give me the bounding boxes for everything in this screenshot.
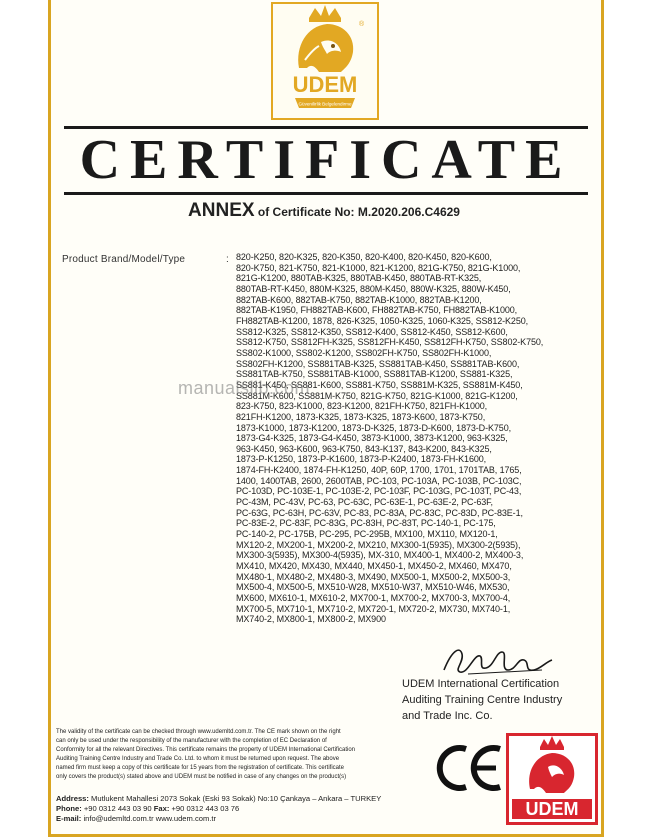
fax-label: Fax: — [153, 804, 170, 814]
product-line: SS812-K750, SS812FH-K325, SS812FH-K450, SS812FH-K750, SS802-K750, — [236, 337, 544, 348]
issuer-line: UDEM International Certification — [402, 678, 560, 690]
product-line: 880TAB-RT-K450, 880M-K325, 880M-K450, 880W-K325, 880W-K450, — [236, 283, 511, 294]
logo-tagline: Güvenilirlik Belgelendirme — [298, 101, 352, 107]
email-label: E-mail: — [56, 814, 82, 824]
ce-mark-icon — [434, 743, 506, 793]
product-line: MX120-2, MX200-1, MX200-2, MX210, MX300-1(5935), MX300-2(5935), — [236, 539, 521, 550]
footnote-line: can only be used under the responsibility of the manufacturer with the completion of EC Declaration of — [56, 738, 327, 745]
watermark: manualslib.com — [178, 378, 311, 398]
email-line — [56, 814, 381, 824]
issuer-block — [402, 676, 592, 724]
product-line: MX480-1, MX480-2, MX480-3, MX490, MX500-1, MX500-2, MX500-3, — [236, 571, 511, 582]
annex-heading — [0, 200, 648, 222]
phone-value: +90 0312 443 03 90 — [81, 804, 154, 814]
product-line: MX410, MX420, MX430, MX440, MX450-1, MX450-2, MX460, MX470, — [236, 561, 512, 572]
product-model-list — [236, 252, 576, 625]
contact-block — [56, 794, 381, 825]
email-value: info@udemltd.com.tr www.udem.com.tr — [81, 814, 217, 824]
address-label: Address: — [56, 794, 89, 803]
product-label: Product Brand/Model/Type — [62, 254, 186, 265]
address-value: Mutlukent Mahallesi 2073 Sokak (Eski 93 Sokak) No:10 Çankaya – Ankara – TURKEY — [88, 794, 382, 803]
certificate-title: CERTIFICATE — [79, 129, 573, 191]
product-line: PC-43M, PC-43V, PC-63, PC-63C, PC-63E-1, PC-63E-2, PC-63F, — [236, 497, 493, 508]
address-line — [56, 794, 381, 804]
product-colon: : — [226, 254, 229, 265]
footnote-line: The validity of the certificate can be checked through www.udemltd.com.tr. The CE mark shown on the right — [56, 729, 341, 735]
product-line: 882TAB-K1950, FH882TAB-K600, FH882TAB-K750, FH882TAB-K1000, — [236, 305, 518, 316]
svg-text:®: ® — [359, 21, 365, 28]
fax-value: +90 0312 443 03 76 — [169, 804, 240, 814]
signature — [438, 640, 558, 680]
validity-footnote — [56, 728, 434, 783]
logo-text: UDEM — [292, 72, 358, 97]
product-line: 963-K450, 963-K600, 963-K750, 843-K137, 843-K200, 843-K325, — [236, 443, 492, 454]
product-line: FH882TAB-K1200, 1878, 826-K325, 1050-K325, 1060-K325, SS812-K250, — [236, 315, 529, 326]
product-line: 821G-K1200, 880TAB-K325, 880TAB-K450, 880TAB-RT-K325, — [236, 273, 482, 284]
product-line: SS881TAB-K750, SS881TAB-K1000, SS881TAB-K1200, SS881-K325, — [236, 369, 513, 380]
product-line: SS881M-K600, SS881M-K750, 821G-K750, 821G-K1000, 821G-K1200, — [236, 390, 518, 401]
product-line: 882TAB-K600, 882TAB-K750, 882TAB-K1000, 882TAB-K1200, — [236, 294, 482, 305]
annex-word: ANNEX — [188, 200, 255, 221]
phone-label: Phone: — [56, 804, 82, 814]
product-line: SS812-K325, SS812-K350, SS812-K400, SS812-K450, SS812-K600, — [236, 326, 508, 337]
product-line: SS802FH-K1200, SS881TAB-K325, SS881TAB-K450, SS881TAB-K600, — [236, 358, 520, 369]
product-line: 1400, 1400TAB, 2600, 2600TAB, PC-103, PC-103A, PC-103B, PC-103C, — [236, 475, 522, 486]
footnote-line: Auditing Training Centre Industry and Trade Co. Ltd. to whom it must be returned upon request. The above — [56, 756, 340, 763]
product-line: MX700-5, MX710-1, MX710-2, MX720-1, MX720-2, MX730, MX740-1, — [236, 603, 511, 614]
product-line: 1874-FH-K2400, 1874-FH-K1250, 40P, 60P, 1700, 1701, 1701TAB, 1765, — [236, 465, 522, 476]
footnote-line: Conformity for all the relevant Directives. This certificate remains the property of UDEM International Certification — [56, 747, 356, 754]
product-line: 1873-G4-K325, 1873-G4-K450, 3873-K1000, 3873-K1200, 963-K325, — [236, 433, 508, 444]
footnote-line: named firm must keep a copy of this certificate for 15 years from the registration of certificate. This certificate — [56, 765, 345, 772]
udem-logo-top — [271, 2, 379, 120]
product-line: 821FH-K1200, 1873-K325, 1873-K325, 1873-K600, 1873-K750, — [236, 411, 486, 422]
product-line: PC-103D, PC-103E-1, PC-103E-2, PC-103F, PC-103G, PC-103T, PC-43, — [236, 486, 522, 497]
product-line: 1873-P-K1250, 1873-P-K1600, 1873-P-K2400, 1873-FH-K1600, — [236, 454, 487, 465]
product-line: 1873-K1000, 1873-K1200, 1873-D-K325, 1873-D-K600, 1873-D-K750, — [236, 422, 511, 433]
logo-text-bottom: UDEM — [525, 799, 579, 819]
product-line: MX600, MX610-1, MX610-2, MX700-1, MX700-2, MX700-3, MX700-4, — [236, 593, 511, 603]
product-line: 823-K750, 823-K1000, 823-K1200, 821FH-K750, 821FH-K1000, — [236, 401, 488, 412]
footnote-line: only covers the product(s) stated above and UDEM must be notified in case of any changes on the product(s) — [56, 774, 347, 781]
product-line: MX300-3(5935), MX300-4(5935), MX-310, MX400-1, MX400-2, MX400-3, — [236, 550, 524, 561]
phone-fax-line — [56, 804, 381, 814]
issuer-line: Auditing Training Centre Industry — [402, 694, 563, 706]
certificate-number: of Certificate No: M.2020.206.C4629 — [254, 205, 460, 219]
product-line: PC-140-2, PC-175B, PC-295, PC-295B, MX100, MX110, MX120-1, — [236, 529, 498, 540]
udem-logo-bottom — [506, 733, 598, 825]
product-line: SS881-K450, SS881-K600, SS881-K750, SS881M-K325, SS881M-K450, — [236, 379, 523, 390]
product-line: SS802-K1000, SS802-K1200, SS802FH-K750, SS802FH-K1000, — [236, 347, 492, 358]
product-line: MX740-2, MX800-1, MX800-2, MX900 — [236, 614, 386, 625]
product-line: MX500-4, MX500-5, MX510-W28, MX510-W37, MX510-W46, MX530, — [236, 582, 510, 593]
product-line: PC-63G, PC-63H, PC-63V, PC-83, PC-83A, PC-83C, PC-83D, PC-83E-1, — [236, 507, 523, 518]
product-line: 820-K250, 820-K325, 820-K350, 820-K400, 820-K450, 820-K600, — [236, 252, 492, 262]
product-line: 820-K750, 821-K750, 821-K1000, 821-K1200, 821G-K750, 821G-K1000, — [236, 262, 521, 273]
issuer-line: and Trade Inc. Co. — [402, 710, 493, 722]
title-bottom-rule — [64, 192, 588, 195]
product-line: PC-83E-2, PC-83F, PC-83G, PC-83H, PC-83T, PC-140-1, PC-175, — [236, 518, 496, 529]
